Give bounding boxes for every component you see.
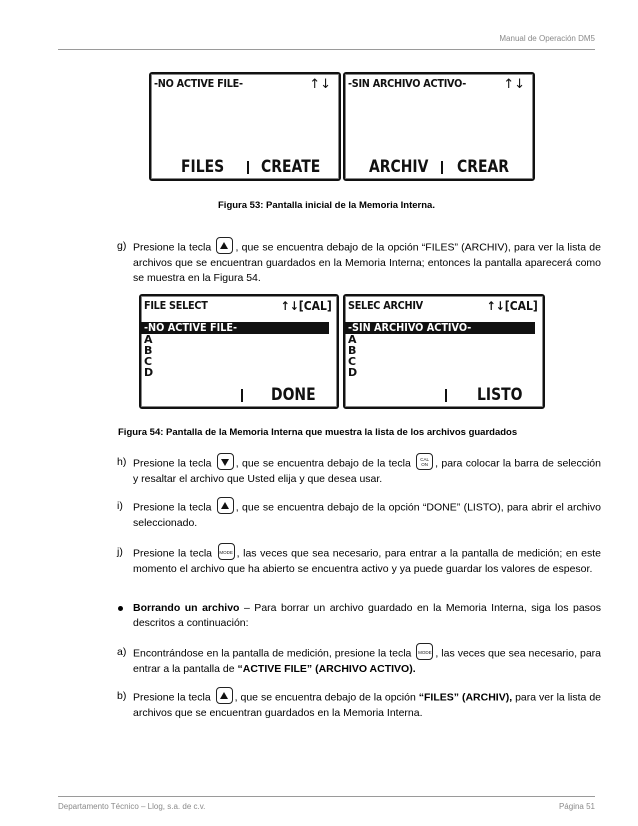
step-j: j) Presione la tecla MODE , las veces que sea necesario, para entrar a la pantalla de medición; en este momento el archivo que ha abierto se encuentra activo y ya puede guardar los valores de espesor. xyxy=(133,545,601,577)
figure-54-caption: Figura 54: Pantalla de la Memoria Interna que muestra la lista de los archivos guardados xyxy=(118,427,518,438)
lcd-screen-no-active-file xyxy=(149,72,341,181)
softkey-files: FILES xyxy=(181,157,225,177)
lcd-softkey-bar xyxy=(141,385,337,405)
up-arrow-key-icon xyxy=(216,237,233,254)
lcd-top-text: -SIN ARCHIVO ACTIVO- xyxy=(348,77,467,90)
file-slot: C xyxy=(348,355,357,368)
lcd-softkey-bar xyxy=(345,157,533,177)
lcd-top-text: -NO ACTIVE FILE- xyxy=(154,77,243,90)
page-header: Manual de Operación DM5 xyxy=(499,34,595,43)
updown-arrows-icon: ↑↓ xyxy=(309,77,331,92)
bullet-icon xyxy=(118,606,123,611)
updown-cal-indicator: ↑↓[CAL] xyxy=(280,299,332,313)
header-rule xyxy=(58,49,595,50)
softkey-create: CREATE xyxy=(261,157,321,177)
lcd-screen-sin-archivo xyxy=(343,72,535,181)
file-slot: D xyxy=(348,366,358,379)
softkey-separator xyxy=(247,161,249,174)
softkey-archiv: ARCHIV xyxy=(369,157,429,177)
softkey-separator xyxy=(445,389,447,402)
file-slot: A xyxy=(348,333,357,346)
lcd-softkey-bar xyxy=(345,385,543,405)
step-label: b) xyxy=(117,690,127,702)
step-i: i) Presione la tecla , que se encuentra debajo de la opción “DONE” (LISTO), para abrir el archivo seleccionado. xyxy=(133,499,601,531)
delete-file-section: Borrando un archivo – Para borrar un archivo guardado en la Memoria Interna, siga los pasos descritos a continuación: xyxy=(133,601,601,631)
mode-key-icon: MODE xyxy=(416,643,433,660)
up-arrow-key-icon xyxy=(216,687,233,704)
step-label: a) xyxy=(117,646,127,658)
section-title: Borrando un archivo xyxy=(133,602,240,614)
selection-bar: -SIN ARCHIVO ACTIVO- xyxy=(345,322,535,334)
softkey-separator xyxy=(441,161,443,174)
softkey-crear: CREAR xyxy=(457,157,510,177)
mode-key-icon: MODE xyxy=(218,543,235,560)
lcd-softkey-bar xyxy=(151,157,339,177)
file-list xyxy=(144,334,153,378)
lcd-screen-file-select xyxy=(139,294,339,409)
softkey-done: DONE xyxy=(271,385,316,405)
file-slot: C xyxy=(144,355,153,368)
updown-cal-indicator: ↑↓[CAL] xyxy=(486,299,538,313)
footer-department: Departamento Técnico – Llog, s.a. de c.v. xyxy=(58,802,206,811)
softkey-listo: LISTO xyxy=(477,385,523,405)
file-slot: A xyxy=(144,333,153,346)
updown-arrows-icon: ↑↓ xyxy=(503,77,525,92)
file-list xyxy=(348,334,357,378)
footer-rule xyxy=(58,796,595,797)
step-b: b) Presione la tecla , que se encuentra debajo de la opción “FILES” (ARCHIV), para ver la lista de archivos que se encuentran guardados en la Memoria Interna. xyxy=(133,689,601,721)
step-a: a) Encontrándose en la pantalla de medición, presione la tecla MODE , las veces que sea necesario, para entrar a la pantalla de “ACTIVE FILE” (ARCHIVO ACTIVO). xyxy=(133,645,601,677)
lcd-top-text: SELEC ARCHIV xyxy=(348,299,423,312)
page-number: Página 51 xyxy=(558,802,595,811)
softkey-separator xyxy=(241,389,243,402)
step-label: j) xyxy=(117,546,123,558)
file-slot: B xyxy=(348,344,357,357)
step-label: g) xyxy=(117,240,127,252)
step-h: h) Presione la tecla , que se encuentra debajo de la tecla CAL ON , para colocar la barra de selección y resaltar el archivo que Usted elija y que desea usar. xyxy=(133,455,601,487)
file-slot: D xyxy=(144,366,154,379)
lcd-top-text: FILE SELECT xyxy=(144,299,208,312)
down-arrow-key-icon xyxy=(217,453,234,470)
cal-on-key-icon: CAL ON xyxy=(416,453,433,470)
file-slot: B xyxy=(144,344,153,357)
step-label: h) xyxy=(117,456,127,468)
step-g: g) Presione la tecla , que se encuentra debajo de la opción “FILES” (ARCHIV), para ver la lista de archivos que se encuentran guardados en la Memoria Interna; entonces la pantalla aparecerá como se muestra en la Figura 54. xyxy=(133,239,601,286)
selection-bar: -NO ACTIVE FILE- xyxy=(141,322,329,334)
lcd-screen-selec-archiv xyxy=(343,294,545,409)
step-label: i) xyxy=(117,500,123,512)
up-arrow-key-icon xyxy=(217,497,234,514)
figure-53-caption: Figura 53: Pantalla inicial de la Memoria Interna. xyxy=(218,200,435,211)
